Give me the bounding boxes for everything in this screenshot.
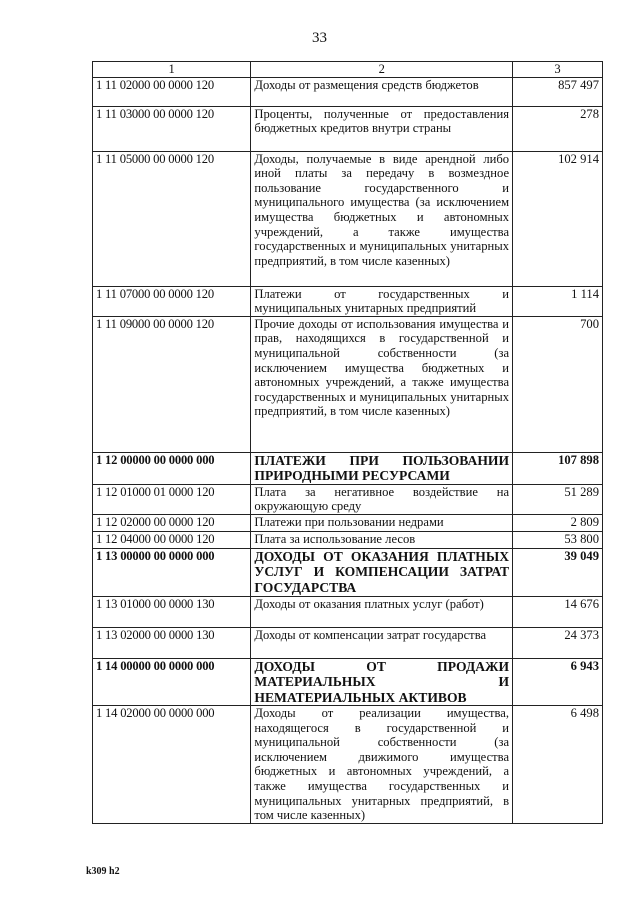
column-header-3: 3 bbox=[513, 62, 603, 78]
row-value: 278 bbox=[513, 106, 603, 151]
row-value: 857 497 bbox=[513, 77, 603, 106]
table-row bbox=[93, 627, 603, 658]
row-value: 2 809 bbox=[513, 514, 603, 531]
row-code: 1 11 02000 00 0000 120 bbox=[93, 77, 251, 106]
row-code: 1 12 00000 00 0000 000 bbox=[93, 452, 251, 484]
table-row bbox=[93, 151, 603, 286]
table-row bbox=[93, 484, 603, 514]
row-name: Платежи при пользовании недрами bbox=[251, 514, 513, 531]
row-name: ДОХОДЫ ОТ ОКАЗАНИЯ ПЛАТНЫХ УСЛУГ И КОМПЕНСАЦИИ ЗАТРАТ ГОСУДАРСТВА bbox=[251, 548, 513, 596]
row-name: ДОХОДЫ ОТ ПРОДАЖИ МАТЕРИАЛЬНЫХ И НЕМАТЕРИАЛЬНЫХ АКТИВОВ bbox=[251, 658, 513, 705]
row-code: 1 13 02000 00 0000 130 bbox=[93, 627, 251, 658]
row-name: Доходы от реализации имущества, находящегося в государственной и муниципальной собственности (за исключением движимого имущества бюджетных и автономных учреждений, а также имущества государственных и муниципальных унитарных предприятий, в том числе казенных) bbox=[251, 706, 513, 824]
row-code: 1 11 07000 00 0000 120 bbox=[93, 286, 251, 316]
column-header-1: 1 bbox=[93, 62, 251, 78]
row-name: Доходы от оказания платных услуг (работ) bbox=[251, 596, 513, 627]
table-row bbox=[93, 706, 603, 824]
row-code: 1 11 05000 00 0000 120 bbox=[93, 151, 251, 286]
table-row bbox=[93, 106, 603, 151]
row-value: 6 943 bbox=[513, 658, 603, 705]
row-code: 1 12 02000 00 0000 120 bbox=[93, 514, 251, 531]
row-value: 51 289 bbox=[513, 484, 603, 514]
column-header-2: 2 bbox=[251, 62, 513, 78]
row-name: Доходы, получаемые в виде арендной либо иной платы за передачу в возмездное пользование государственного и муниципального имущества (за исключением имущества бюджетных и автономных учреждений, а также имущества государственных и муниципальных унитарных предприятий, в том числе казенных) bbox=[251, 151, 513, 286]
row-name: Доходы от компенсации затрат государства bbox=[251, 627, 513, 658]
row-name: Плата за негативное воздействие на окружающую среду bbox=[251, 484, 513, 514]
table-row bbox=[93, 77, 603, 106]
row-name: Прочие доходы от использования имущества и прав, находящихся в государственной и муниципальной собственности (за исключением имущества бюджетных и автономных учреждений, а также имущества государственных и муниципальных унитарных предприятий, в том числе казенных) bbox=[251, 316, 513, 452]
table-row bbox=[93, 658, 603, 705]
row-value: 700 bbox=[513, 316, 603, 452]
row-code: 1 13 01000 00 0000 130 bbox=[93, 596, 251, 627]
row-name: Платежи от государственных и муниципальных унитарных предприятий bbox=[251, 286, 513, 316]
row-code: 1 14 02000 00 0000 000 bbox=[93, 706, 251, 824]
row-name: Плата за использование лесов bbox=[251, 531, 513, 548]
page-number: 33 bbox=[312, 30, 327, 46]
row-value: 39 049 bbox=[513, 548, 603, 596]
document-footer-code: k309 h2 bbox=[86, 866, 120, 877]
table-row bbox=[93, 596, 603, 627]
row-code: 1 12 04000 00 0000 120 bbox=[93, 531, 251, 548]
table-row bbox=[93, 286, 603, 316]
row-name: Проценты, полученные от предоставления бюджетных кредитов внутри страны bbox=[251, 106, 513, 151]
table-body bbox=[93, 77, 603, 823]
row-code: 1 14 00000 00 0000 000 bbox=[93, 658, 251, 705]
row-name: Доходы от размещения средств бюджетов bbox=[251, 77, 513, 106]
table-row bbox=[93, 452, 603, 484]
row-name: ПЛАТЕЖИ ПРИ ПОЛЬЗОВАНИИ ПРИРОДНЫМИ РЕСУРСАМИ bbox=[251, 452, 513, 484]
table-header-row bbox=[93, 62, 603, 78]
table-row bbox=[93, 548, 603, 596]
budget-table bbox=[92, 61, 603, 824]
row-value: 53 800 bbox=[513, 531, 603, 548]
row-value: 6 498 bbox=[513, 706, 603, 824]
row-code: 1 13 00000 00 0000 000 bbox=[93, 548, 251, 596]
row-value: 107 898 bbox=[513, 452, 603, 484]
row-value: 102 914 bbox=[513, 151, 603, 286]
row-code: 1 12 01000 01 0000 120 bbox=[93, 484, 251, 514]
row-code: 1 11 09000 00 0000 120 bbox=[93, 316, 251, 452]
row-code: 1 11 03000 00 0000 120 bbox=[93, 106, 251, 151]
row-value: 14 676 bbox=[513, 596, 603, 627]
table-row bbox=[93, 514, 603, 531]
row-value: 24 373 bbox=[513, 627, 603, 658]
row-value: 1 114 bbox=[513, 286, 603, 316]
table-row bbox=[93, 316, 603, 452]
table-row bbox=[93, 531, 603, 548]
